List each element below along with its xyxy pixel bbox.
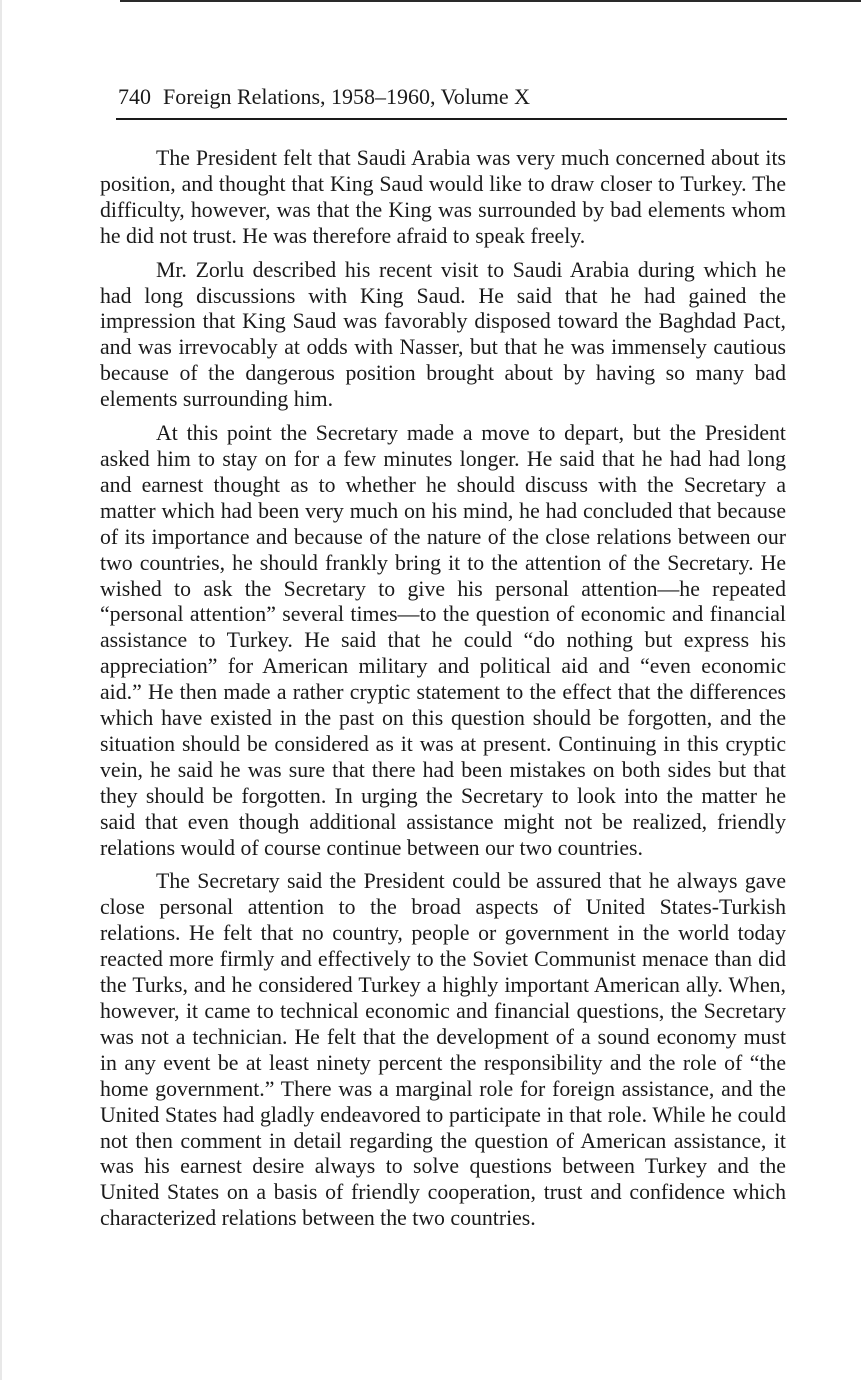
page-number: 740 bbox=[118, 84, 151, 109]
paragraph-saudi-arabia: The President felt that Saudi Arabia was very much concerned about its position, and thought that King Saud would like to draw closer to Turkey. The difficulty, however, was that the King was surrounded by bad elements whom he did not trust. He was therefore afraid to speak freely. bbox=[100, 146, 786, 248]
body-text bbox=[100, 146, 786, 1232]
paragraph-secretary-reply: The Secretary said the President could be assured that he always gave close personal attention to the broad aspects of United States-Turkish relations. He felt that no country, people or government in the world today reacted more firmly and effectively to the Soviet Communist menace than did the Turks, and he considered Turkey a highly important American ally. When, however, it came to technical economic and financial questions, the Secretary was not a technician. He felt that the development of a sound economy must in any event be at least ninety percent the responsibility and the role of “the home government.” There was a marginal role for foreign assistance, and the United States had gladly endeavored to participate in that role. While he could not then comment in detail regarding the question of American assistance, it was his earnest desire always to solve questions between Turkey and the United States on a basis of friendly cooperation, trust and confidence which characterized relations between the two countries. bbox=[100, 869, 786, 1231]
running-head bbox=[118, 82, 786, 112]
header-rule bbox=[116, 118, 787, 120]
paragraph-president-request: At this point the Secretary made a move to depart, but the President asked him to stay on for a few minutes longer. He said that he had had long and earnest thought as to whether he should discuss with the Secretary a matter which had been very much on his mind, he had concluded that because of its importance and because of the nature of the close relations between our two countries, he should frankly bring it to the attention of the Secretary. He wished to ask the Secretary to give his personal attention—he repeated “personal attention” several times—to the question of economic and financial assistance to Turkey. He said that he could “do nothing but express his appreciation” for American military and political aid and “even economic aid.” He then made a rather cryptic statement to the effect that the differences which have existed in the past on this question should be forgotten, and the situation should be considered as it was at present. Continuing in this cryptic vein, he said he was sure that there had been mistakes on both sides but that they should be forgotten. In urging the Secretary to look into the matter he said that even though additional assistance might not be realized, friendly relations would of course continue between our two countries. bbox=[100, 421, 786, 860]
book-title: Foreign Relations, 1958–1960, Volume X bbox=[163, 84, 531, 109]
top-scan-edge bbox=[120, 0, 861, 2]
paragraph-zorlu-visit: Mr. Zorlu described his recent visit to Saudi Arabia during which he had long discussions with King Saud. He said that he had gained the impression that King Saud was favorably disposed toward the Baghdad Pact, and was irrevocably at odds with Nasser, but that he was immensely cautious because of the dangerous position brought about by having so many bad elements surrounding him. bbox=[100, 257, 786, 412]
left-scan-edge bbox=[0, 0, 2, 1380]
